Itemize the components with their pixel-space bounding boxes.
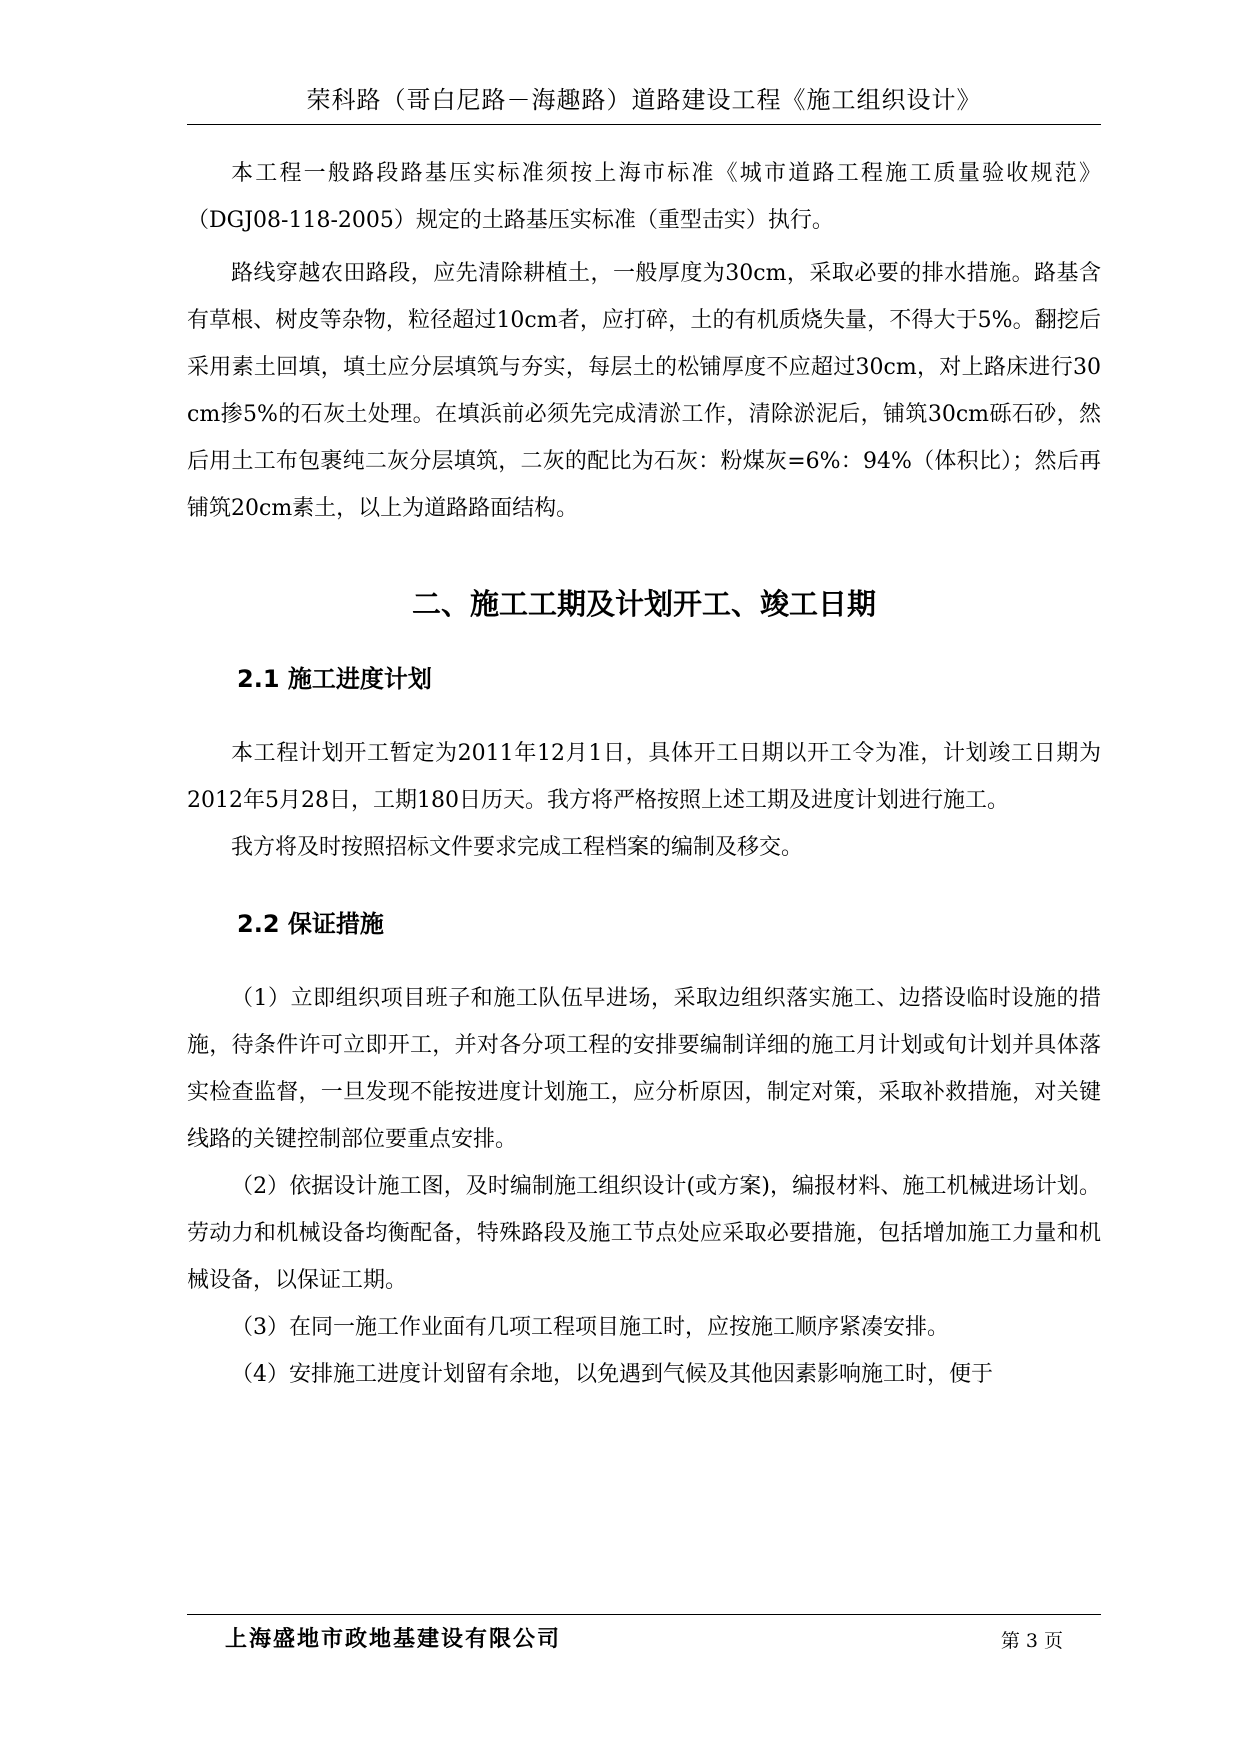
section-title-schedule: 2.1 施工进度计划	[237, 665, 432, 693]
paragraph-farmland-treatment: 路线穿越农田路段，应先清除耕植土，一般厚度为30cm，采取必要的排水措施。路基含有草根、树皮等杂物，粒径超过10cm者，应打碎，土的有机质烧失量，不得大于5%。翻挖后采用素土回填，填土应分层填筑与夯实，每层土的松铺厚度不应超过30cm，对上路床进行30 cm掺5%的石灰土处理。在填浜前必须先完成清淤工作，清除淤泥后，铺筑30cm砾石砂，然后用土工布包裹纯二灰分层填筑，二灰的配比为石灰：粉煤灰=6%：94%（体积比）；然后再铺筑20cm素土，以上为道路路面结构。	[187, 261, 1101, 521]
paragraph-measure-2: （2）依据设计施工图，及时编制施工组织设计(或方案)，编报材料、施工机械进场计划。劳动力和机械设备均衡配备，特殊路段及施工节点处应采取必要措施，包括增加施工力量和机械设备，以保证工期。	[187, 1174, 1101, 1293]
footer-page-number: 第 3 页	[1000, 1630, 1063, 1652]
footer-divider	[187, 1614, 1101, 1615]
document-body	[187, 150, 1101, 1398]
paragraph-measure-3: （3）在同一施工作业面有几项工程项目施工时，应按施工顺序紧凑安排。	[231, 1315, 949, 1340]
paragraph-measure-1: （1）立即组织项目班子和施工队伍早进场，采取边组织落实施工、边搭设临时设施的措施，待条件许可立即开工，并对各分项工程的安排要编制详细的施工月计划或旬计划并具体落实检查监督，一旦发现不能按进度计划施工，应分析原因，制定对策，采取补救措施，对关键线路的关键控制部位要重点安排。	[187, 986, 1101, 1152]
paragraph-measure-4: （4）安排施工进度计划留有余地，以免遇到气候及其他因素影响施工时，便于	[231, 1362, 993, 1387]
chapter-title: 二、施工工期及计划开工、竣工日期	[411, 587, 876, 621]
footer-company-name: 上海盛地市政地基建设有限公司	[225, 1627, 562, 1652]
page-header-title: 荣科路（哥白尼路－海趣路）道路建设工程《施工组织设计》	[306, 86, 982, 114]
paragraph-compaction-standard: 本工程一般路段路基压实标准须按上海市标准《城市道路工程施工质量验收规范》（DGJ08-118-2005）规定的土路基压实标准（重型击实）执行。	[187, 161, 1101, 233]
paragraph-schedule-dates: 本工程计划开工暂定为2011年12月1日，具体开工日期以开工令为准，计划竣工日期为2012年5月28日，工期180日历天。我方将严格按照上述工期及进度计划进行施工。	[187, 741, 1101, 813]
paragraph-archive-handover: 我方将及时按照招标文件要求完成工程档案的编制及移交。	[231, 835, 804, 860]
header-divider	[187, 124, 1101, 125]
section-title-measures: 2.2 保证措施	[237, 910, 384, 938]
